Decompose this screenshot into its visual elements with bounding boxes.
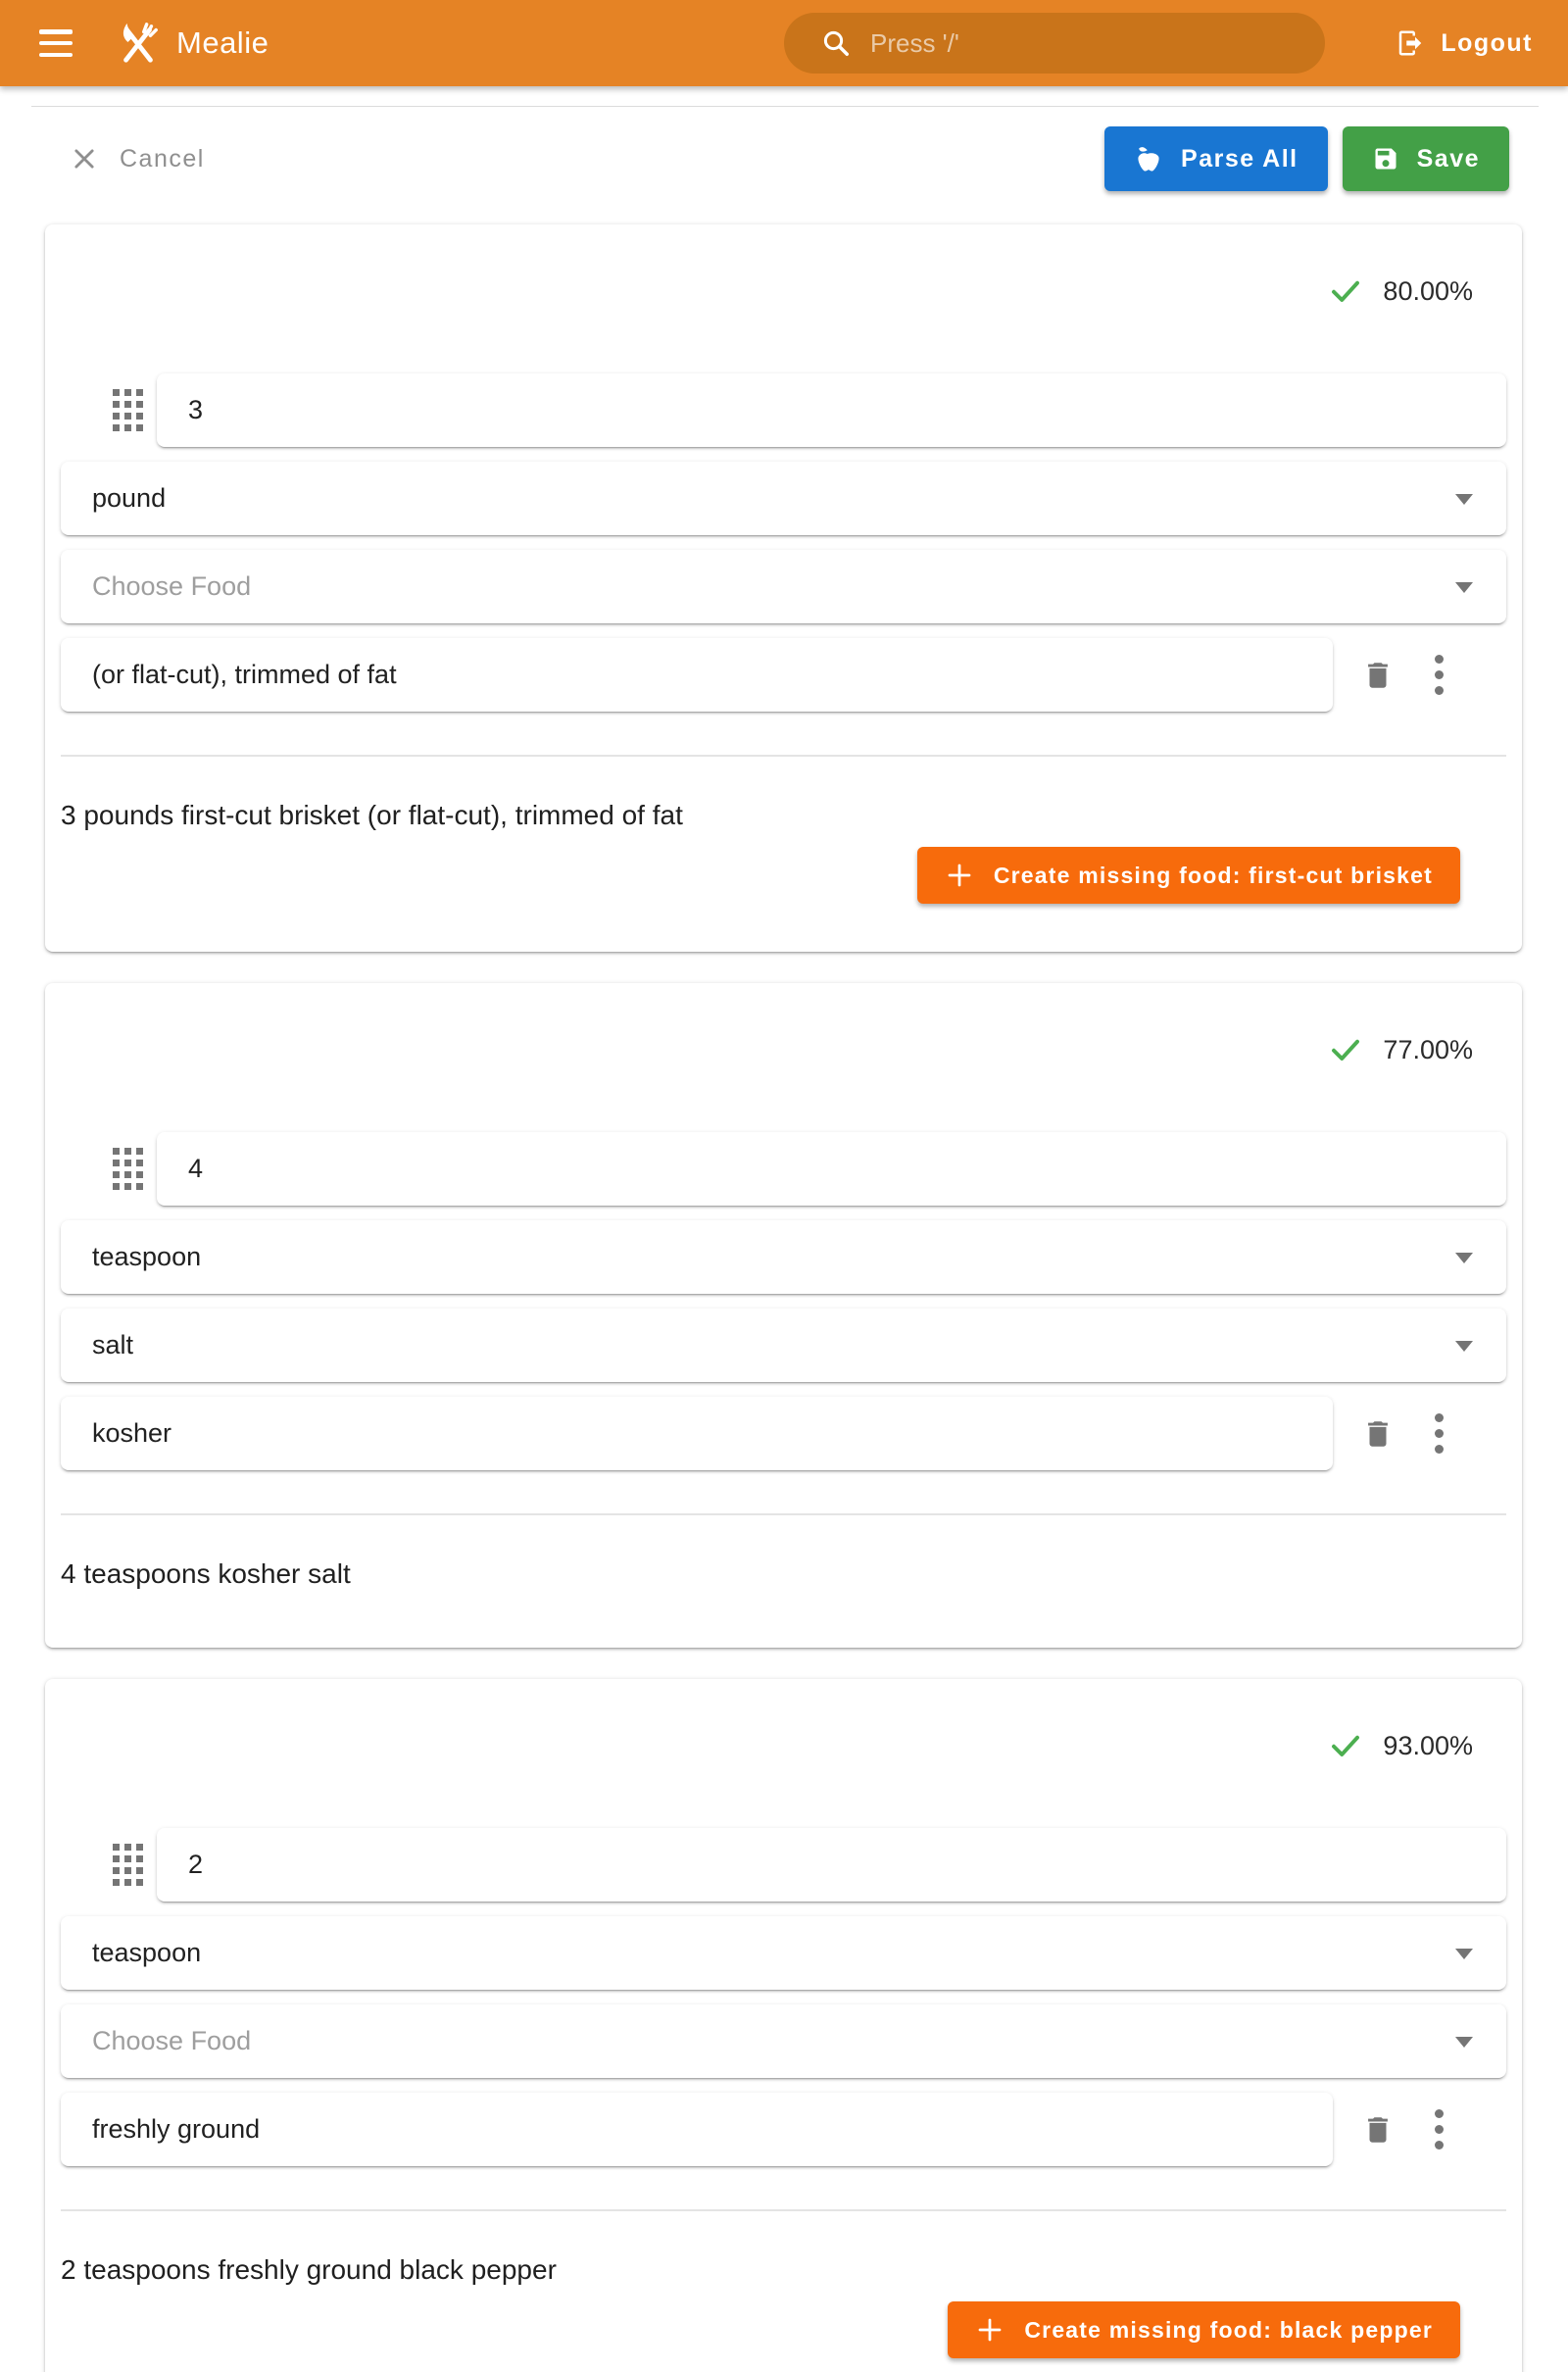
check-icon [1328,1728,1363,1763]
original-ingredient-text: 3 pounds first-cut brisket (or flat-cut), trimmed of fat [61,800,683,830]
delete-ingredient-button[interactable] [1354,652,1401,699]
close-icon [71,145,98,173]
food-input[interactable] [61,571,1506,602]
app-title: Mealie [176,25,270,60]
food-select[interactable] [61,1309,1506,1382]
ingredient-card [45,1679,1522,2372]
food-select[interactable] [61,2004,1506,2078]
quantity-field [157,373,1506,447]
trash-icon [1361,2113,1395,2147]
note-field [61,638,1333,712]
card-divider [61,2209,1506,2211]
unit-input[interactable] [61,483,1506,514]
search-bar[interactable] [784,13,1325,74]
check-icon [1328,1032,1363,1067]
editor-toolbar [71,126,1509,191]
quantity-input[interactable] [157,1850,1506,1880]
chevron-down-icon [1455,1341,1473,1352]
chevron-down-icon [1455,582,1473,593]
note-input[interactable] [61,660,1333,690]
plus-icon [975,2315,1004,2345]
apple-icon [1134,144,1163,173]
quantity-input[interactable] [157,395,1506,425]
kebab-menu-icon[interactable] [1419,2106,1458,2153]
note-field [61,2093,1333,2166]
confidence-value: 80.00% [1383,275,1473,306]
check-icon [1328,273,1363,309]
cancel-label: Cancel [120,144,205,173]
quantity-field [157,1132,1506,1206]
kebab-menu-icon[interactable] [1419,1410,1458,1458]
original-ingredient-text: 4 teaspoons kosher salt [61,1558,351,1589]
parse-all-label: Parse All [1181,144,1298,173]
food-input[interactable] [61,2026,1506,2056]
drag-handle-icon[interactable] [106,1148,149,1191]
unit-select[interactable] [61,1916,1506,1990]
unit-input[interactable] [61,1242,1506,1272]
logout-label: Logout [1441,28,1533,57]
delete-ingredient-button[interactable] [1354,2106,1401,2153]
chevron-down-icon [1455,2037,1473,2048]
ingredient-card [45,983,1522,1648]
chevron-down-icon [1455,1253,1473,1263]
search-icon [821,28,851,58]
note-field [61,1397,1333,1470]
drag-handle-icon[interactable] [106,389,149,432]
plus-icon [945,861,974,890]
menu-icon[interactable] [39,29,73,57]
confidence-row [61,1022,1506,1077]
parse-all-button[interactable] [1104,126,1328,191]
unit-select[interactable] [61,462,1506,535]
create-missing-food-button[interactable] [917,847,1460,904]
logout-button[interactable] [1396,28,1533,58]
create-missing-food-label: Create missing food: first-cut brisket [993,862,1433,888]
card-divider [61,1513,1506,1515]
save-label: Save [1416,144,1480,173]
delete-ingredient-button[interactable] [1354,1410,1401,1458]
quantity-input[interactable] [157,1154,1506,1184]
quantity-field [157,1828,1506,1902]
ingredient-card [45,224,1522,952]
trash-icon [1361,659,1395,692]
mealie-logo-icon [116,21,161,66]
note-input[interactable] [61,2114,1333,2145]
original-ingredient-text: 2 teaspoons freshly ground black pepper [61,2254,557,2285]
unit-input[interactable] [61,1938,1506,1968]
confidence-value: 93.00% [1383,1730,1473,1760]
cancel-button[interactable] [71,145,205,173]
header-divider [31,106,1539,107]
trash-icon [1361,1417,1395,1451]
create-missing-food-label: Create missing food: black pepper [1024,2316,1433,2343]
logout-icon [1396,28,1425,58]
confidence-value: 77.00% [1383,1034,1473,1064]
food-select[interactable] [61,550,1506,623]
save-icon [1372,145,1399,173]
confidence-row [61,1718,1506,1773]
app-header [0,0,1568,86]
food-input[interactable] [61,1330,1506,1360]
confidence-row [61,264,1506,319]
card-divider [61,755,1506,757]
unit-select[interactable] [61,1220,1506,1294]
save-button[interactable] [1343,126,1509,191]
create-missing-food-button[interactable] [948,2301,1460,2358]
chevron-down-icon [1455,494,1473,505]
drag-handle-icon[interactable] [106,1844,149,1887]
kebab-menu-icon[interactable] [1419,652,1458,699]
chevron-down-icon [1455,1949,1473,1959]
note-input[interactable] [61,1418,1333,1449]
search-input[interactable] [870,28,1301,59]
